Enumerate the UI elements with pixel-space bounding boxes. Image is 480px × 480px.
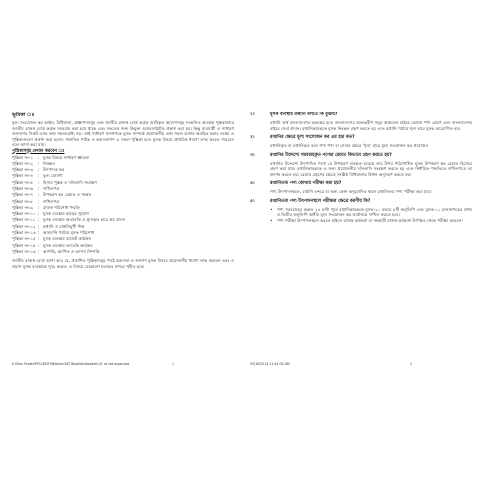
answer-bullet: • পণ্য পরীক্ষা উৎপাদনস্থলে করতে চাইলে রাজস্ব কর্মকর্তা বা সহকারী রাজস্ব কর্মকর্তা উপস্থিত থেকে পরীক্ষা করবেন। — [270, 217, 463, 223]
closing-paragraph: জাতীয় রাজস্ব বোর্ড আশা করে যে, প্রকাশিত পুস্তিকাসমূহ পাঠে করদাতা ও জনগণ মূসক বিষয়ে প্রয়োজনীয় ধারণা লাভ করবেন এবং এ প্রয়াস মূসক ব্যবস্থাকে সুদৃঢ় করবে। এ বিষয়ে যেকোনো মতামত সাদরে গৃহীত হবে। — [12, 258, 234, 269]
booklet-number: পুস্তিকা নং-১২ — [12, 223, 36, 229]
booklet-list-item: পুস্তিকা নং-১৪ : মূসক ব্যবস্থায় বাজেট কার্যক্রম — [12, 236, 234, 242]
booklet-number: পুস্তিকা নং-৯ — [12, 204, 34, 210]
booklet-number: পুস্তিকা নং-৮ — [12, 198, 34, 204]
bullet-icon: • — [270, 206, 273, 212]
booklet-title: আমদানি পর্যায়ে মূসক পরিশোধ — [43, 230, 95, 236]
qa-item — [250, 153, 472, 178]
answer-bullet: • পণ্য সরবরাহের অন্তত ২৪ ঘণ্টা পূর্বে রপ্তানিকারককে মূসক-২০ ফরমে ৪টি অনুলিপি এবং মূসক-১১ চালানপত্রের প্রথম ও দ্বিতীয় অনুলিপি স্থানীয় মূল্য সংযোজন কর কার্যালয়ে দাখিল করতে হবে। — [270, 206, 472, 217]
question: রপ্তানিতব্য পণ্য কোথায় পরীক্ষা করা হয়? — [270, 181, 342, 186]
booklet-list-item: পুস্তিকা নং-১৬ : আপত্তি, আপিল ও আপস নিষ্পত্তি — [12, 249, 234, 255]
booklet-number: পুস্তিকা নং-১৩ — [12, 230, 36, 236]
answer: রপ্তানিকৃত বা রপ্তানিকৃত বলে গণ্য পণ্য বা সেবার ক্ষেত্রে 'শূন্য' হারে মূল্য সংযোজন কর প্রযোজ্য। — [270, 143, 429, 148]
booklet-number: পুস্তিকা নং-৫ — [12, 179, 34, 185]
answer: রপ্তানির উদ্দেশ্যে উৎপাদিত পণ্যে যে উপকরণ ব্যবহৃত হয়েছে তার উপর পরিশোধিত মূসক উপকরণ কর রেয়াত হিসেবে গ্রহণ করা যায়। রপ্তানিকারককে এ জন্য প্রয়োজনীয় দলিলাদি সংরক্ষণ করতে হয় এবং নির্ধারিত পদ্ধতিতে দাখিলপত্রে তা প্রদর্শন করতে হয়। রেয়াত গ্রহণের ক্ষেত্রে সংশ্লিষ্ট বিধিমালার বিধান অনুসরণ করতে হয়। — [270, 160, 472, 177]
booklet-list-item: পুস্তিকা নং-৪ : মূল্য ঘোষণা — [12, 173, 234, 179]
booklet-title: রপ্তানি ও রপ্তানিমুখী শিল্প — [43, 223, 85, 229]
booklet-title: মূল্য ঘোষণা — [43, 173, 63, 179]
right-page — [250, 112, 472, 370]
footer-file-path: E:\Sion Folder\PFSI-MOFI\Nibhon\VAT Booklets\booklet-01 of vat organizat — [12, 362, 130, 366]
intro-heading: ভূমিকা ঃ — [12, 112, 35, 118]
footer-page-number: 2 — [410, 362, 413, 366]
answer-bullets — [270, 207, 472, 224]
booklet-number: পুস্তিকা নং-২ — [12, 160, 34, 166]
qa-item — [250, 112, 472, 131]
booklet-title: দাখিলপত্র — [43, 185, 60, 191]
booklet-list-item: পুস্তিকা নং-১২ : রপ্তানি ও রপ্তানিমুখী শিল্প — [12, 224, 234, 230]
booklet-number: পুস্তিকা নং-১১ — [12, 217, 36, 223]
booklet-number: পুস্তিকা নং-৪ — [12, 173, 34, 179]
question-number: ৪। — [250, 181, 255, 186]
booklet-title: মূসক ব্যবস্থায় তদারকি কার্যক্রম — [43, 242, 93, 248]
booklet-number: পুস্তিকা নং-৭ — [12, 192, 34, 198]
booklet-title: মূসক ব্যবস্থায় অব্যাহতি ও হ্রাসকৃত হারে কর প্রদান — [43, 217, 126, 223]
booklet-title: আপত্তি, আপিল ও আপস নিষ্পত্তি — [43, 248, 100, 254]
booklet-list-item: পুস্তিকা নং-৩ : উৎপাদক কর — [12, 167, 234, 173]
booklet-list-item: পুস্তিকা নং-৫ : হিসাব পুস্তক ও দলিলাদি সংরক্ষণ — [12, 180, 234, 186]
qa-item — [250, 135, 472, 149]
booklet-list-item: পুস্তিকা নং-১৫ : মূসক ব্যবস্থায় তদারকি কার্যক্রম — [12, 243, 234, 249]
booklet-list-item: পুস্তিকা নং-৭ : উপকরণ কর রেয়াত ও সমন্বয় — [12, 192, 234, 198]
question: রপ্তানির ক্ষেত্রে মূল্য সংযোজন কর এর হার কত? — [270, 135, 355, 140]
left-page — [12, 112, 234, 370]
booklet-list-item: পুস্তিকা নং-৮ : দাখিলপত্র — [12, 199, 234, 205]
question: মূসক ব্যবস্থায় রপ্তানি বলতে কি বুঝায়? — [270, 112, 338, 117]
booklet-title: উৎপাদক কর — [43, 167, 65, 173]
question: রপ্তানিতব্য পণ্য উৎপাদনস্থলে পরীক্ষার ক্ষেত্রে করণীয় কি? — [270, 198, 371, 204]
intro-paragraph: মূল্য সংযোজন কর আইন, বিধিমালা, প্রজ্ঞাপনসমূহ এবং জাতীয় রাজস্ব বোর্ড কর্তৃক জারিকৃত আদেশসমূহ সংকলিত অবস্থায় পুস্তকাকারে জাতীয় রাজস্ব বোর্ড কর্তৃক সরবরাহ করা হয়ে থাকে এবং সকলের জন্য উন্মুক্ত ওয়েবসাইটেও প্রকাশ করা হয়। কিন্তু ব্যবসায়ী ও সাধারণ জনগণের নিকট এসব তথ্য সহজবোধ্য নয়। তাই সাধারণ জনগণকে মূসক সম্পর্কে প্রয়োজনীয় তথ্য সহজ ভাষায় অবহিত করার লক্ষ্যে এ পুস্তিকাগুলো প্রকাশ করা হলো। সম্মানিত পাঠক ও করদাতাগণ এ সকল পুস্তিকা হতে মূসক বিষয়ে প্রাথমিক ধারণা লাভ করতে পারবেন বলে আশা করা যায়। — [12, 120, 234, 147]
booklet-title: রাজস্ব পরিশোধ পদ্ধতি — [43, 204, 80, 210]
booklet-list-item: পুস্তিকা নং-৯ : রাজস্ব পরিশোধ পদ্ধতি — [12, 205, 234, 211]
booklet-list-item: পুস্তিকা নং-১৩ : আমদানি পর্যায়ে মূসক পরিশোধ — [12, 230, 234, 236]
booklet-list-item: পুস্তিকা নং-১১ : মূসক ব্যবস্থায় অব্যাহতি ও হ্রাসকৃত হারে কর প্রদান — [12, 217, 234, 223]
booklet-title: মূসক ব্যবস্থায় বাজেট কার্যক্রম — [43, 236, 91, 242]
booklet-list-item: পুস্তিকা নং-৬ : দাখিলপত্র — [12, 186, 234, 192]
question: রপ্তানির উদ্দেশ্যে সরবরাহকৃত পণ্যের রেয়াত কিভাবে গ্রহণ করতে হয়? — [270, 152, 392, 158]
question-number: ৩। — [250, 152, 255, 158]
booklet-number: পুস্তিকা নং-১৪ — [12, 236, 36, 242]
document-spread — [0, 112, 480, 370]
booklet-title: নিবন্ধন — [43, 160, 55, 166]
booklet-number: পুস্তিকা নং-৩ — [12, 167, 34, 173]
booklet-number: পুস্তিকা নং-১ — [12, 154, 34, 160]
booklet-number: পুস্তিকা নং-১৬ — [12, 248, 36, 254]
answer: রপ্তানি অর্থ বাংলাদেশের অভ্যন্তর হতে বাংলাদেশের অভ্যন্তরীণ সমুদ্র অঞ্চলের বাইরে কোনো পণ্য প্রেরণ এবং বাংলাদেশের বাইরে সেবা প্রদান। রপ্তানিকারককে মূসক নিবন্ধন গ্রহণ করতে হয় এবং রপ্তানি পর্যায়ে শূন্য হারে মূসক আরোপিত হয়। — [270, 120, 472, 131]
booklet-list-item: পুস্তিকা নং-১০ : মূসক ব্যবস্থায় ছাড়ের সুযোগ — [12, 211, 234, 217]
booklet-list — [12, 155, 234, 256]
booklet-number: পুস্তিকা নং-৬ — [12, 185, 34, 191]
booklet-list-title: পুস্তিকাসমূহ প্রণয়ন করবেন ঃ — [12, 148, 65, 154]
booklet-title: হিসাব পুস্তক ও দলিলাদি সংরক্ষণ — [43, 179, 97, 185]
booklet-title: মূসক ব্যবস্থায় ছাড়ের সুযোগ — [43, 211, 89, 217]
booklet-list-item: পুস্তিকা নং-২ : নিবন্ধন — [12, 161, 234, 167]
booklet-title: উপকরণ কর রেয়াত ও সমন্বয় — [43, 192, 92, 198]
question-number: ১। — [250, 112, 255, 117]
question-number: ২। — [250, 135, 255, 140]
bullet-icon: • — [270, 217, 273, 223]
booklet-list-item: পুস্তিকা নং-১ : মূসক বিষয়ে সাধারণ জ্ঞাতব্য — [12, 155, 234, 161]
footer-timestamp: 05/16/2014 11:44:00 AM — [250, 362, 290, 366]
footer-page-number: 1 — [172, 362, 175, 366]
qa-item — [250, 181, 472, 195]
booklet-title: মূসক বিষয়ে সাধারণ জ্ঞাতব্য — [43, 154, 90, 160]
booklet-title: দাখিলপত্র — [43, 198, 60, 204]
booklet-number: পুস্তিকা নং-১০ — [12, 211, 36, 217]
question-number: ৫। — [250, 198, 255, 204]
qa-item — [250, 199, 472, 224]
answer: পণ্য উৎপাদনস্থলে, রপ্তানি বন্দরে বা অন্য কোন অনুমোদিত স্থানে রপ্তানিতব্য পণ্য পরীক্ষা করা যায়। — [270, 189, 432, 194]
booklet-number: পুস্তিকা নং-১৫ — [12, 242, 36, 248]
